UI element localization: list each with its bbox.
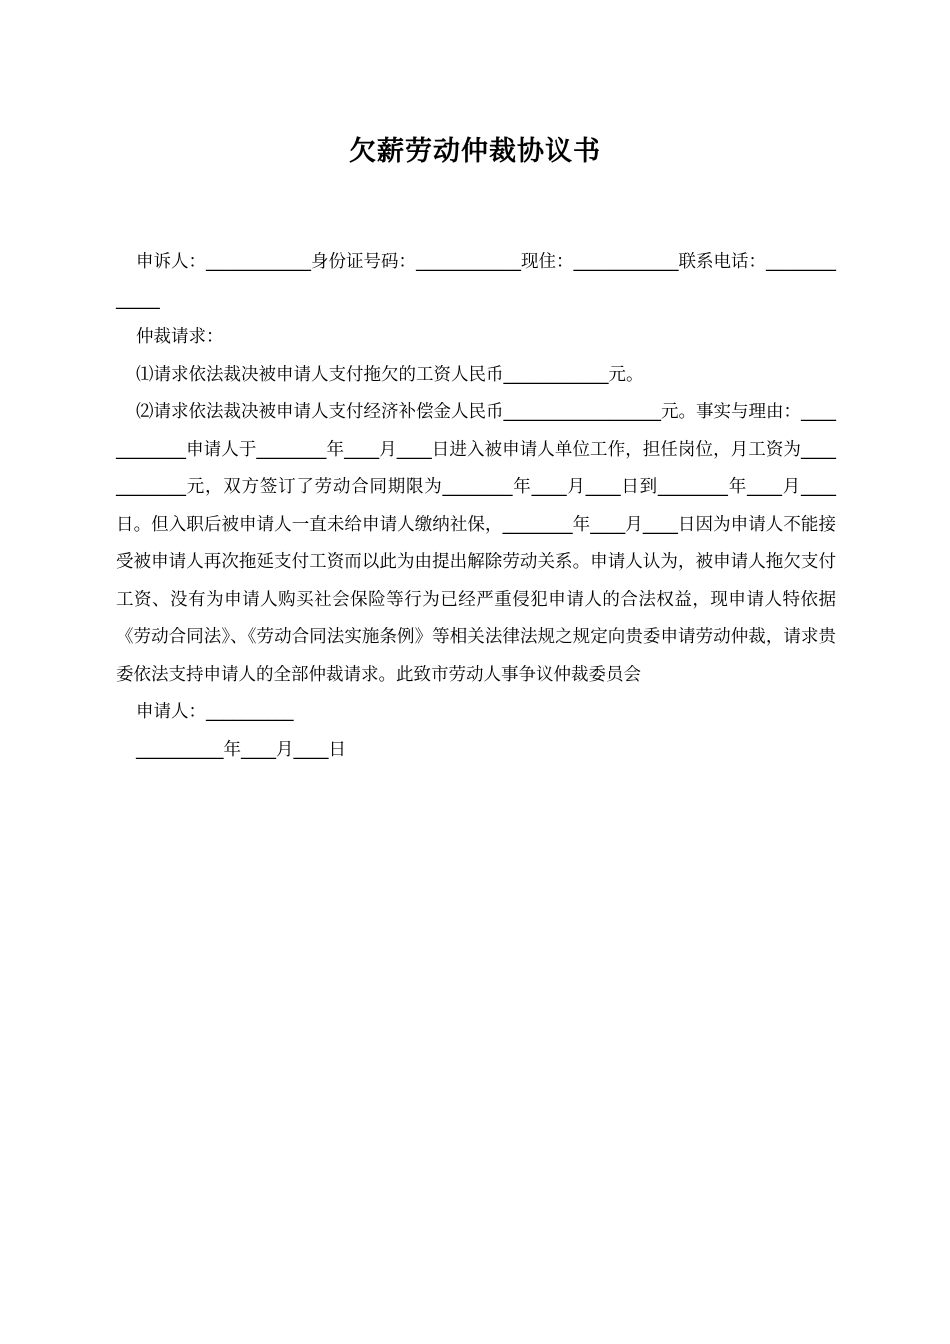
applicant-signature-line: 申请人：__________: [136, 702, 294, 722]
applicant-info-paragraph: 申诉人：____________身份证号码：____________现住：____________联系电话：_____________: [116, 252, 836, 310]
request-item-1: ⑴请求依法裁决被申请人支付拖欠的工资人民币____________元。: [136, 364, 644, 385]
request-item-2-and-facts: ⑵请求依法裁决被申请人支付经济补偿金人民币__________________元。事实与理由：____________申请人于________年____月____日进入被申请人单位工作，担任岗位，月工资为____________元，双方签订了劳动合同期限为________年____月____日到________年____月____日。但入职后被申请人一直未给申请人缴纳社保，________年____月____日因为申请人不能接受被申请人再次拖延支付工资而以此为由提出解除劳动关系。申请人认为，被申请人拖欠支付工资、没有为申请人购买社会保险等行为已经严重侵犯申请人的合法权益，现申请人特依据《劳动合同法》、《劳动合同法实施条例》等相关法律法规之规定向贵委申请劳动仲裁，请求贵委依法支持申请人的全部仲裁请求。此致市劳动人事争议仲裁委员会: [116, 402, 836, 685]
date-line: __________年____月____日: [136, 739, 346, 760]
document-body: [116, 244, 836, 769]
document-title: 欠薪劳动仲裁协议书: [349, 136, 601, 167]
arbitration-request-heading: 仲裁请求：: [136, 327, 224, 347]
